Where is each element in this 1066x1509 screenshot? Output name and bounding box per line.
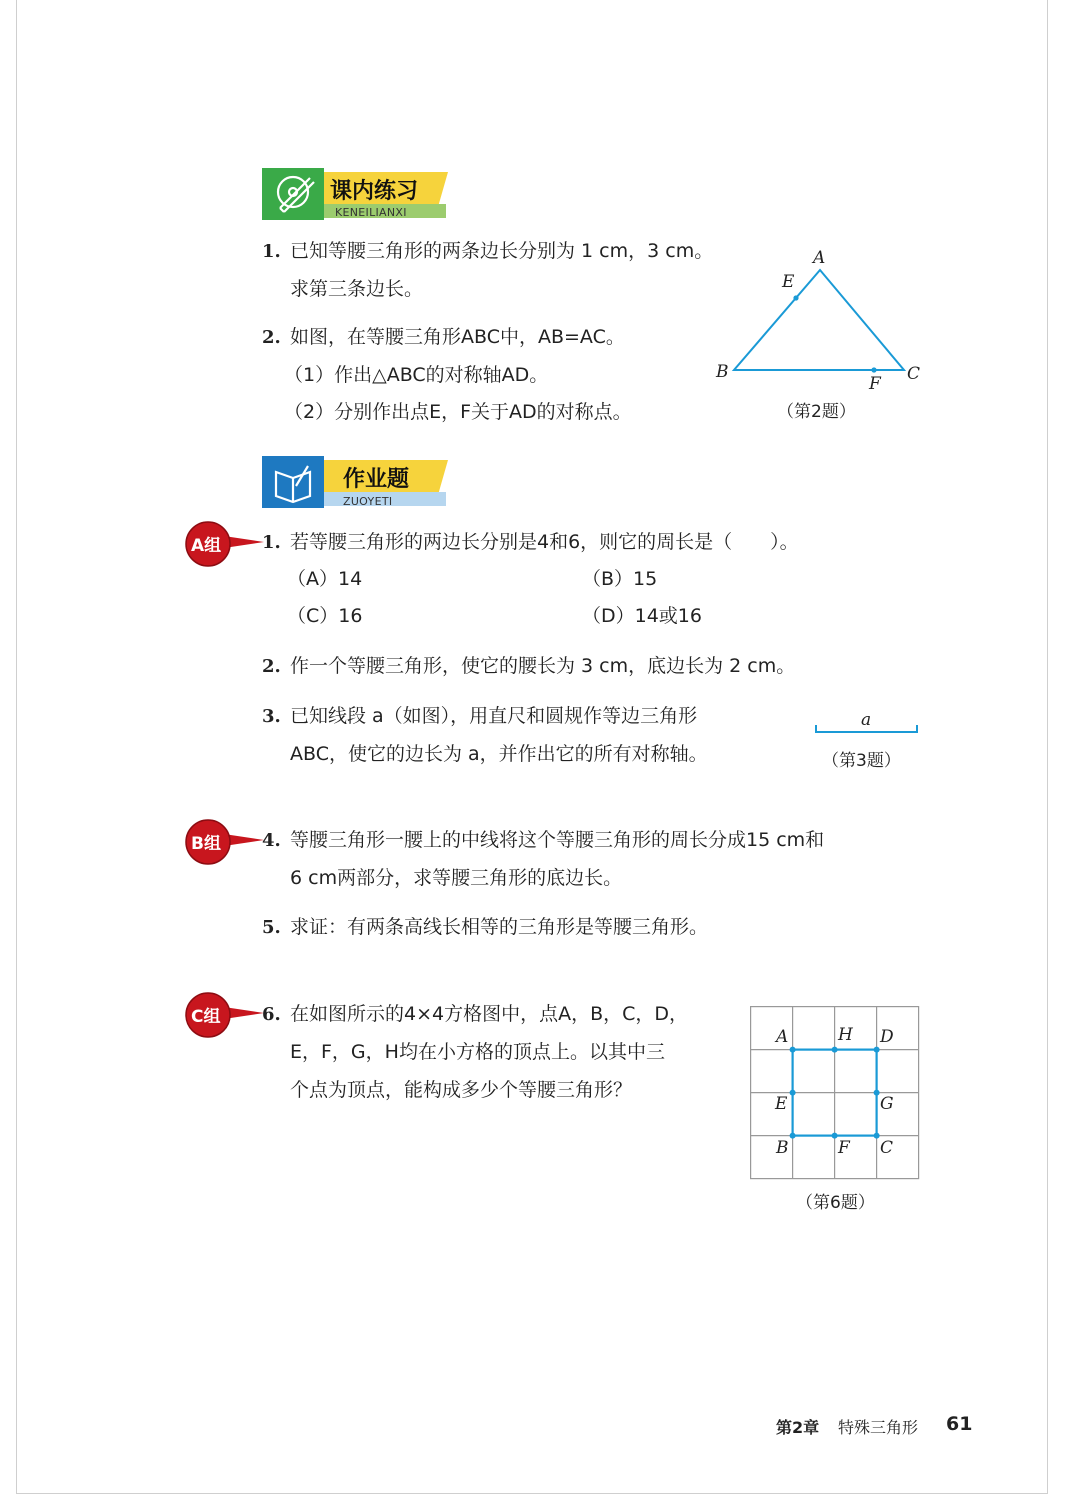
fig2-caption: （第2题） bbox=[777, 402, 856, 422]
hw-question-1-option-b: （B）15 bbox=[582, 568, 658, 590]
point-e bbox=[790, 1090, 796, 1096]
section-title-practice: 课内练习 bbox=[330, 179, 419, 204]
footer-chapter-name: 特殊三角形 bbox=[838, 1418, 919, 1437]
fig6-label-b: B bbox=[776, 1138, 789, 1158]
point-c bbox=[874, 1133, 880, 1139]
fig6-label-d: D bbox=[880, 1027, 894, 1047]
section-subtitle-homework: ZUOYETI bbox=[343, 495, 393, 508]
fig2-label-b: B bbox=[716, 362, 729, 382]
fig2-label-c: C bbox=[907, 364, 921, 384]
section-title-homework: 作业题 bbox=[343, 467, 410, 492]
hw-question-6-number: 6. bbox=[262, 1004, 281, 1025]
hw-question-3-number: 3. bbox=[262, 706, 281, 727]
hw-question-4-number: 4. bbox=[262, 830, 281, 851]
question-1-line2: 求第三条边长。 bbox=[290, 278, 424, 300]
fig6-label-e: E bbox=[775, 1094, 788, 1114]
fig6-label-a: A bbox=[776, 1027, 789, 1047]
hw-question-4-line2: 6 cm两部分，求等腰三角形的底边长。 bbox=[290, 867, 623, 889]
hw-question-2-text: 作一个等腰三角形，使它的腰长为 3 cm，底边长为 2 cm。 bbox=[290, 655, 796, 677]
section-subtitle-practice: KENEILIANXI bbox=[335, 206, 407, 219]
fig2-label-e: E bbox=[782, 272, 795, 292]
question-1-line1: 已知等腰三角形的两条边长分别为 1 cm，3 cm。 bbox=[290, 240, 714, 262]
question-2-line1: 如图，在等腰三角形ABC中，AB=AC。 bbox=[290, 326, 625, 348]
hw-question-2-number: 2. bbox=[262, 656, 281, 677]
point-b bbox=[790, 1133, 796, 1139]
hw-question-6-line2: E，F，G，H均在小方格的顶点上。以其中三 bbox=[290, 1041, 665, 1063]
point-g bbox=[874, 1090, 880, 1096]
fig6-label-c: C bbox=[880, 1138, 894, 1158]
group-c-label: C组 bbox=[191, 1007, 221, 1027]
hw-question-6-line1: 在如图所示的4×4方格图中，点A，B，C，D， bbox=[290, 1003, 689, 1025]
fig6-label-f: F bbox=[838, 1138, 850, 1158]
point-h bbox=[832, 1047, 838, 1053]
question-2-number: 2. bbox=[262, 327, 281, 348]
question-2-part2: （2）分别作出点E，F关于AD的对称点。 bbox=[284, 401, 632, 423]
fig6-label-g: G bbox=[880, 1094, 894, 1114]
hw-question-1-number: 1. bbox=[262, 532, 281, 553]
fig2-label-a: A bbox=[813, 248, 826, 268]
hw-question-1-option-a: （A）14 bbox=[287, 568, 363, 590]
hw-question-3-line2: ABC，使它的边长为 a，并作出它的所有对称轴。 bbox=[290, 743, 708, 765]
footer-chapter: 第2章 bbox=[776, 1418, 820, 1437]
hw-question-3-line1: 已知线段 a（如图），用直尺和圆规作等边三角形 bbox=[290, 705, 698, 727]
point-f bbox=[832, 1133, 838, 1139]
point-f bbox=[871, 367, 876, 372]
fig6-caption: （第6题） bbox=[796, 1193, 875, 1213]
group-a-label: A组 bbox=[191, 536, 222, 556]
group-b-label: B组 bbox=[191, 834, 221, 854]
point-d bbox=[874, 1047, 880, 1053]
hw-question-5-text: 求证：有两条高线长相等的三角形是等腰三角形。 bbox=[290, 916, 709, 938]
point-e bbox=[793, 295, 798, 300]
hw-question-5-number: 5. bbox=[262, 917, 281, 938]
hw-question-1-option-c: （C）16 bbox=[287, 605, 363, 627]
question-1-number: 1. bbox=[262, 241, 281, 262]
point-a bbox=[790, 1047, 796, 1053]
question-2-part1: （1）作出△ABC的对称轴AD。 bbox=[284, 364, 549, 386]
hw-question-4-line1: 等腰三角形一腰上的中线将这个等腰三角形的周长分成15 cm和 bbox=[290, 829, 825, 851]
fig3-caption: （第3题） bbox=[822, 751, 901, 771]
page-number: 61 bbox=[946, 1413, 973, 1435]
hw-question-6-line3: 个点为顶点，能构成多少个等腰三角形？ bbox=[290, 1079, 633, 1101]
hw-question-1-option-d: （D）14或16 bbox=[582, 605, 702, 627]
fig6-label-h: H bbox=[838, 1025, 853, 1045]
fig2-label-f: F bbox=[869, 374, 881, 394]
hw-question-1-text: 若等腰三角形的两边长分别是4和6，则它的周长是（ ）。 bbox=[290, 531, 799, 553]
fig3-label-a: a bbox=[861, 710, 872, 730]
